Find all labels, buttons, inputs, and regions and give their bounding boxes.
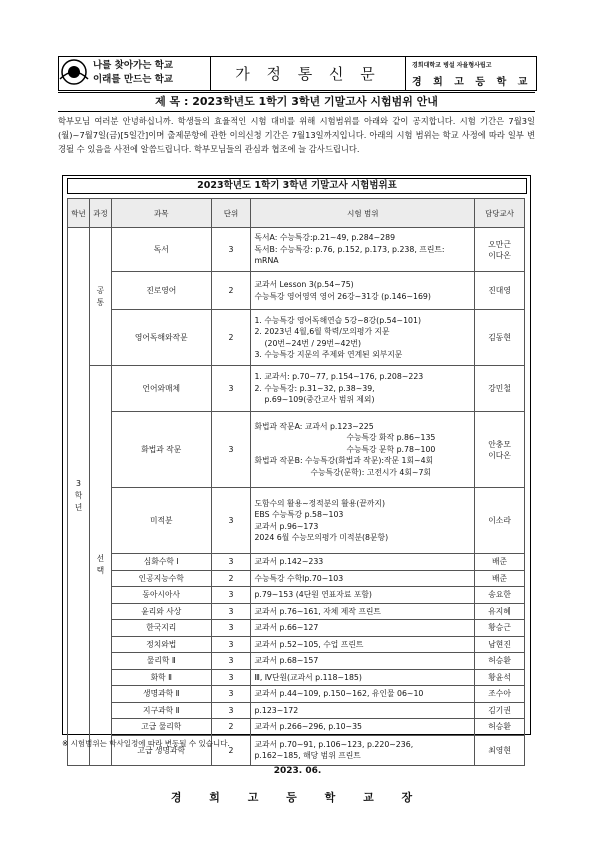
range-line: 2. 2023년 4월,6월 학력/모의평가 지문 [254,327,390,336]
range-cell [251,702,475,719]
range-cell [251,554,475,571]
table-row [68,554,525,571]
range-line: 교과서 p.70~91, p.106~123, p.220~236, [254,739,414,749]
table-title: 2023학년도 1학기 3학년 기말고사 시험범위표 [67,178,527,194]
teacher-cell: 남현진 [475,636,525,653]
teacher-cell: 조수아 [475,686,525,703]
teacher-cell: 황윤석 [475,669,525,686]
unit-cell: 3 [211,587,251,604]
unit-cell: 2 [211,272,251,310]
subject-cell: 영어독해와작문 [111,310,211,366]
track-elective-label: 선택 [96,554,105,576]
unit-cell: 3 [211,412,251,488]
table-row [68,228,525,272]
range-line: 교과서 p.44~109, p.150~162, 유인물 06~10 [254,689,424,698]
range-line: 3. 수능특강 지문의 주제와 연계된 외부지문 [254,350,403,359]
unit-cell: 2 [211,735,251,765]
range-cell [251,366,475,412]
range-cell [251,412,475,488]
range-line: 화법과 작문B: 수능특강(화법과 작문):작문 1회~4회 [254,456,434,466]
unit-cell: 3 [211,228,251,272]
table-row [68,719,525,736]
range-line: 화법과 작문A: 교과서 p.123~225 [254,421,374,431]
teacher-cell: 유지혜 [475,603,525,620]
unit-cell: 3 [211,366,251,412]
teacher-cell: 이소라 [475,488,525,554]
teacher-cell: 오만근 이다온 [475,228,525,272]
teacher-cell: 안충모 이다온 [475,412,525,488]
range-line: 교과서 p.52~105, 수업 프린트 [254,639,364,649]
subject-cell: 미적분 [111,488,211,554]
unit-cell: 3 [211,653,251,670]
teacher-cell: 허승환 [475,719,525,736]
unit-cell: 3 [211,488,251,554]
principal-signature: 경 희 고 등 학 교 장 [170,791,425,804]
unit-cell: 3 [211,686,251,703]
unit-cell: 2 [211,570,251,587]
header-subject: 과목 [111,199,211,228]
range-line: Ⅲ, Ⅳ단원(교과서 p.118~185) [254,672,362,682]
range-line: 교과서 p.66~127 [254,623,319,632]
subject-cell: 심화수학 Ⅰ [111,554,211,571]
range-line: 1. 교과서: p.70~77, p.154~176, p.208~223 [254,372,424,382]
unit-cell: 2 [211,310,251,366]
table-row [68,653,525,670]
header-grade: 학년 [68,199,90,228]
school-emblem-icon [57,57,91,87]
subject-cell: 언어와매체 [111,366,211,412]
unit-cell: 3 [211,702,251,719]
exam-range-table [67,198,525,766]
table-row [68,570,525,587]
range-line: 수능특강(문학): 고전시가 4회~7회 [310,467,431,477]
range-line: 도함수의 활용~정적분의 활용(끝까지) [254,498,386,508]
subject-cell: 동아시아사 [111,587,211,604]
teacher-cell: 강민철 [475,366,525,412]
school-name: 경 희 고 등 학 교 [412,77,532,88]
table-row [68,669,525,686]
range-cell [251,686,475,703]
range-line: p.162~185, 해당 범위 프린트 [254,751,361,760]
track-elective-cell [89,366,111,766]
slogan-line-2: 이래를 만드는 학교 [93,74,174,85]
subject-cell: 정치와법 [111,636,211,653]
table-header-row [68,199,525,228]
teacher-cell: 진대영 [475,272,525,310]
table-row [68,272,525,310]
range-line: (20번~24번 / 29번~42번) [264,338,361,348]
range-line: p.123~172 [254,705,299,715]
table-row [68,702,525,719]
unit-cell: 3 [211,620,251,637]
range-line: 교과서 p.96~173 [254,521,319,531]
header-track: 과정 [89,199,111,228]
notice-subject: 제 목 : 2023학년도 1학기 3학년 기말고사 시험범위 안내 [58,92,535,112]
table-row [68,366,525,412]
header-unit: 단위 [211,199,251,228]
unit-cell: 2 [211,719,251,736]
range-line: EBS 수능특강 p.58~103 [254,510,344,519]
subject-cell: 지구과학 Ⅱ [111,702,211,719]
table-row [68,620,525,637]
subject-cell: 한국지리 [111,620,211,637]
track-common-cell [89,228,111,366]
issue-date: 2023. 06. [273,766,322,776]
teacher-cell: 송요한 [475,587,525,604]
range-cell [251,272,475,310]
unit-cell: 3 [211,669,251,686]
header-teacher: 담당교사 [475,199,525,228]
teacher-cell: 배준 [475,554,525,571]
school-block [406,57,536,90]
header-range: 시험 범위 [251,199,475,228]
subject-cell: 고급 생명과학 [111,735,211,765]
newsletter-title: 가 정 통 신 문 [211,57,406,90]
range-cell [251,735,475,765]
range-cell [251,669,475,686]
range-line: 1. 수능특강 영어독해연습 5강~8강(p.54~101) [254,315,422,325]
subject-cell: 화학 Ⅱ [111,669,211,686]
range-line: 수능특강 문학 p.78~100 [346,444,436,454]
range-cell [251,636,475,653]
range-line: p.69~109(중간고사 범위 제외) [264,395,375,405]
range-line: 독서A: 수능특강:p.21~49, p.284~289 [254,233,396,243]
subject-cell: 고급 물리학 [111,719,211,736]
range-cell [251,488,475,554]
teacher-cell: 김기권 [475,702,525,719]
teacher-cell: 황승근 [475,620,525,637]
table-row [68,587,525,604]
table-row [68,636,525,653]
unit-cell: 3 [211,554,251,571]
subject-cell: 인공지능수학 [111,570,211,587]
subject-cell: 진로영어 [111,272,211,310]
unit-cell: 3 [211,636,251,653]
subject-cell: 윤리와 사상 [111,603,211,620]
teacher-cell: 허승환 [475,653,525,670]
range-line: 수능특강 화작 p.86~135 [346,433,436,443]
range-line: 수능특강 수학Ⅰp.70~103 [254,573,344,583]
range-cell [251,570,475,587]
table-row [68,603,525,620]
table-row [68,310,525,366]
range-cell [251,620,475,637]
table-row [68,412,525,488]
range-cell [251,603,475,620]
grade-cell [68,228,90,766]
range-line: 수능특강 영어영역 영어 26강~31강 (p.146~169) [254,291,431,301]
range-line: 2024 6월 수능모의평가 미적분(8문항) [254,533,389,542]
range-line: 교과서 p.142~233 [254,557,324,566]
range-line: p.79~153 (4단원 연표자료 포함) [254,590,372,599]
range-line: 교과서 p.266~296, p.10~35 [254,722,363,731]
unit-cell: 3 [211,603,251,620]
range-cell [251,228,475,272]
range-line: 교과서 p.68~157 [254,656,319,665]
range-cell [251,719,475,736]
subject-cell: 화법과 작문 [111,412,211,488]
subject-cell: 물리학 Ⅱ [111,653,211,670]
range-line: 교과서 Lesson 3(p.54~75) [254,280,354,289]
teacher-cell: 최영현 [475,735,525,765]
range-line: 독서B: 수능특강: p.76, p.152, p.173, p.238, 프린트: mRNA [254,244,445,266]
track-common-label: 공통 [96,285,105,307]
subject-cell: 독서 [111,228,211,272]
table-row [68,686,525,703]
grade-label: 3학년 [74,479,83,513]
teacher-cell: 김동현 [475,310,525,366]
slogan-line-1: 나를 찾아가는 학교 [93,60,174,71]
range-line: 2. 수능특강: p.31~32, p.38~39, [254,383,375,393]
range-cell [251,310,475,366]
notice-body: 학부모님 여러분 안녕하십니까. 학생들의 효율적인 시험 대비를 위해 시험범위를 아래와 같이 공지합니다. 시험 기간은 7월3일(월)~7월7일(금)[5일간]이며 출제문항에 관한 이의신청 기간은 7월13일까지입니다. 아래의 시험 범위는 학교 사정에 따라 일부 변경될 수 있음을 사전에 알씀드립니다. 학부모님들의 관심과 협조에 늘 감사드립니다. [58,116,535,155]
range-line: 교과서 p.76~161, 자체 제작 프린트 [254,606,381,616]
range-cell [251,587,475,604]
subject-cell: 생명과학 Ⅱ [111,686,211,703]
table-row [68,488,525,554]
range-cell [251,653,475,670]
teacher-cell: 배준 [475,570,525,587]
newsletter-header [58,56,537,91]
school-subtitle: 경희대학교 병설 자율형사립고 [412,62,492,69]
footnote: ※ 시험범위는 학사일정에 따라 변동될 수 있습니다. [62,739,230,748]
